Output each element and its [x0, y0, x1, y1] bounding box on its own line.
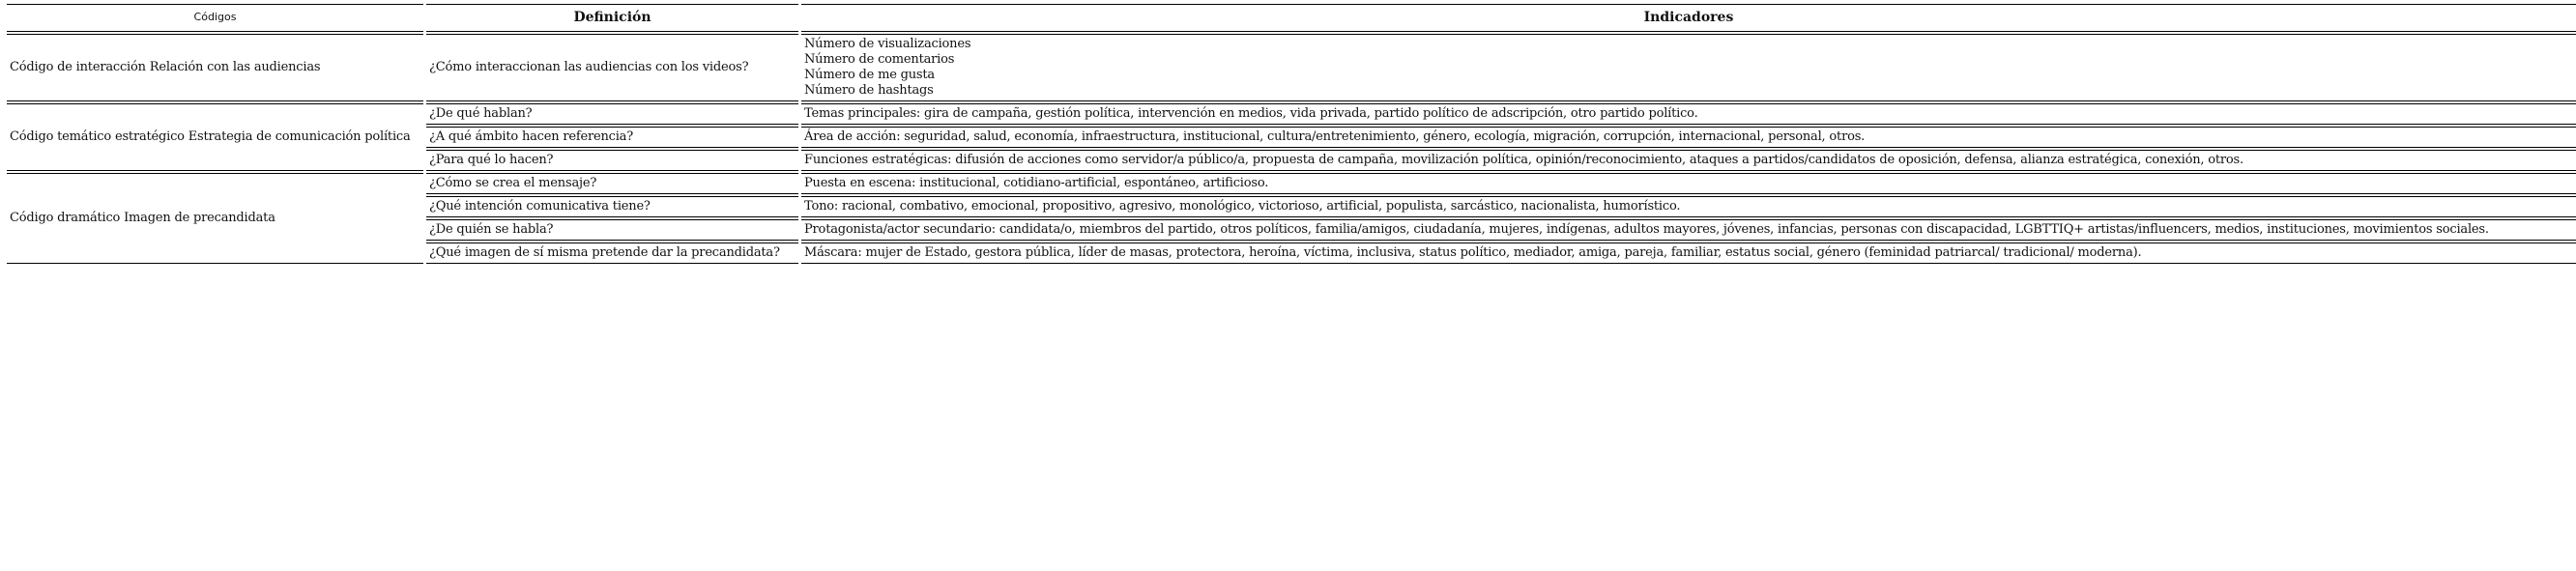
- code-interaction: Código de interacción Relación con las audiencias: [7, 35, 423, 104]
- indicator-line: Número de comentarios: [804, 52, 955, 67]
- indicators-cell: Área de acción: seguridad, salud, economía, infraestructura, institucional, cultura/entretenimiento, género, ecología, migración, corrupción, internacional, personal, otros.: [801, 128, 2576, 151]
- definition-cell: ¿Qué intención comunicativa tiene?: [426, 197, 798, 220]
- indicators-cell: [801, 35, 2576, 104]
- code-thematic: Código temático estratégico Estrategia de comunicación política: [7, 104, 423, 174]
- indicator-line: Número de hashtags: [804, 83, 934, 98]
- header-indicators: Indicadores: [801, 4, 2576, 35]
- header-definition: Definición: [426, 4, 798, 35]
- table-row: [7, 174, 2576, 197]
- indicators-cell: Protagonista/actor secundario: candidata/o, miembros del partido, otros políticos, familia/amigos, ciudadanía, mujeres, indígenas, adultos mayores, jóvenes, infancias, personas con discapacidad, LGBTTIQ+ artistas/influencers, medios, instituciones, movimientos sociales.: [801, 220, 2576, 243]
- definition-cell: ¿De quién se habla?: [426, 220, 798, 243]
- table-row: [7, 104, 2576, 128]
- indicator-line: Número de visualizaciones: [804, 37, 971, 51]
- definition-cell: ¿Cómo interaccionan las audiencias con los videos?: [426, 35, 798, 104]
- indicator-line: Número de me gusta: [804, 68, 935, 82]
- definition-cell: ¿Para qué lo hacen?: [426, 151, 798, 174]
- code-dramatic: Código dramático Imagen de precandidata: [7, 174, 423, 264]
- definition-cell: ¿A qué ámbito hacen referencia?: [426, 128, 798, 151]
- indicators-cell: Temas principales: gira de campaña, gestión política, intervención en medios, vida privada, partido político de adscripción, otro partido político.: [801, 104, 2576, 128]
- indicators-cell: Puesta en escena: institucional, cotidiano-artificial, espontáneo, artificioso.: [801, 174, 2576, 197]
- indicators-cell: Funciones estratégicas: difusión de acciones como servidor/a público/a, propuesta de campaña, movilización política, opinión/reconocimiento, ataques a partidos/candidatos de oposición, defensa, alianza estratégica, conexión, otros.: [801, 151, 2576, 174]
- indicators-cell: Tono: racional, combativo, emocional, propositivo, agresivo, monológico, victorioso, artificial, populista, sarcástico, nacionalista, humorístico.: [801, 197, 2576, 220]
- definition-cell: ¿Qué imagen de sí misma pretende dar la precandidata?: [426, 243, 798, 264]
- header-codes: Códigos: [7, 4, 423, 35]
- table-row: [7, 35, 2576, 104]
- definition-cell: ¿De qué hablan?: [426, 104, 798, 128]
- header-row: [7, 4, 2576, 35]
- definition-cell: ¿Cómo se crea el mensaje?: [426, 174, 798, 197]
- indicators-cell: Máscara: mujer de Estado, gestora pública, líder de masas, protectora, heroína, víctima, inclusiva, status político, mediador, amiga, pareja, familiar, estatus social, género (feminidad patriarcal/ tradicional/ moderna).: [801, 243, 2576, 264]
- codes-table: [4, 4, 2576, 264]
